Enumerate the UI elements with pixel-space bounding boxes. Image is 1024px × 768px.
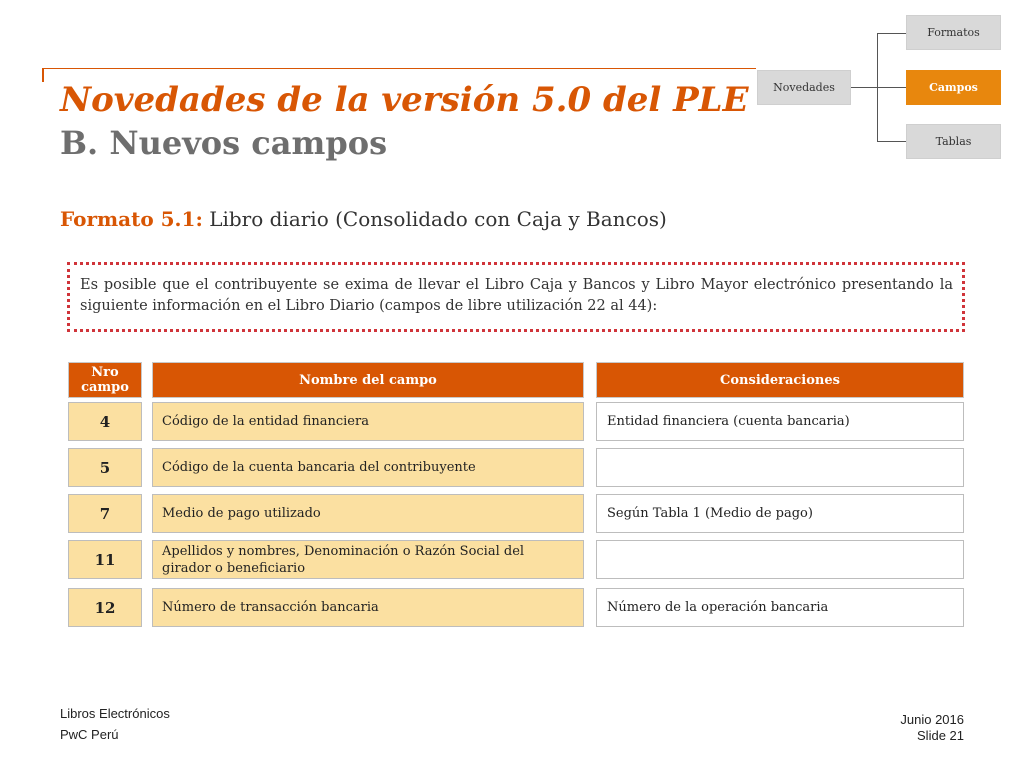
title-corner-mark — [42, 68, 44, 82]
row-consideration — [596, 448, 964, 487]
nav-item-tablas[interactable]: Tablas — [906, 124, 1001, 159]
title-divider — [42, 68, 756, 69]
nav-item-formatos[interactable]: Formatos — [906, 15, 1001, 50]
row-consideration — [596, 540, 964, 579]
info-box: Es posible que el contribuyente se exima de llevar el Libro Caja y Bancos y Libro Mayor electrónico presentando la siguiente información en el Libro Diario (campos de libre utilización 22 al 44): — [67, 262, 965, 332]
row-number: 11 — [68, 540, 142, 579]
format-text: Libro diario (Consolidado con Caja y Bancos) — [209, 207, 667, 231]
footer-left-line1: Libros Electrónicos — [60, 706, 170, 721]
row-consideration: Número de la operación bancaria — [596, 588, 964, 627]
row-number: 5 — [68, 448, 142, 487]
footer-slide-number: Slide 21 — [917, 728, 964, 743]
nav-connector — [851, 87, 877, 88]
row-number: 4 — [68, 402, 142, 441]
row-consideration: Entidad financiera (cuenta bancaria) — [596, 402, 964, 441]
row-number: 7 — [68, 494, 142, 533]
row-number: 12 — [68, 588, 142, 627]
row-field-name: Apellidos y nombres, Denominación o Razón Social del girador o beneficiario — [152, 540, 584, 579]
header-consideraciones: Consideraciones — [596, 362, 964, 398]
row-consideration: Según Tabla 1 (Medio de pago) — [596, 494, 964, 533]
row-field-name: Número de transacción bancaria — [152, 588, 584, 627]
page-subtitle: B. Nuevos campos — [60, 124, 388, 162]
row-field-name: Medio de pago utilizado — [152, 494, 584, 533]
nav-connector — [877, 33, 906, 34]
nav-connector — [877, 141, 906, 142]
page-title: Novedades de la versión 5.0 del PLE — [60, 80, 749, 120]
row-field-name: Código de la cuenta bancaria del contribuyente — [152, 448, 584, 487]
footer-date: Junio 2016 — [900, 712, 964, 727]
header-nro-campo: Nro campo — [68, 362, 142, 398]
format-label: Formato 5.1: — [60, 207, 203, 231]
nav-root-novedades[interactable]: Novedades — [757, 70, 851, 105]
nav-item-campos[interactable]: Campos — [906, 70, 1001, 105]
nav-connector — [877, 87, 906, 88]
format-heading — [60, 207, 667, 231]
footer-left-line2: PwC Perú — [60, 727, 119, 742]
header-nombre-campo: Nombre del campo — [152, 362, 584, 398]
row-field-name: Código de la entidad financiera — [152, 402, 584, 441]
